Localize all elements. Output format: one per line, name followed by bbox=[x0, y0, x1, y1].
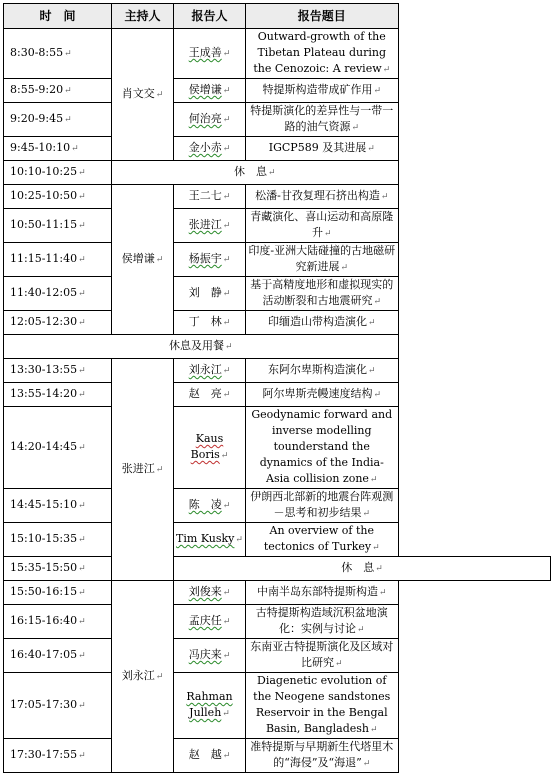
reporter-name: Rahman Julleh bbox=[186, 690, 233, 719]
time-cell: 15:50-16:15↵ bbox=[4, 581, 112, 605]
paragraph-mark-icon: ↵ bbox=[373, 390, 382, 400]
topic-cell: IGCP589 及其进展↵ bbox=[246, 137, 399, 161]
paragraph-mark-icon: ↵ bbox=[367, 144, 375, 154]
reporter-cell bbox=[174, 383, 246, 407]
table-row bbox=[4, 557, 551, 581]
host-cell: 刘永江↵ bbox=[112, 581, 174, 773]
time-cell: 15:35-15:50↵ bbox=[4, 557, 112, 581]
break-cell: 休 息↵ bbox=[112, 161, 399, 185]
topic-cell: 阿尔卑斯壳幔速度结构↵ bbox=[246, 383, 399, 407]
paragraph-mark-icon: ↵ bbox=[222, 501, 231, 511]
paragraph-mark-icon: ↵ bbox=[267, 168, 276, 178]
paragraph-mark-icon: ↵ bbox=[78, 588, 86, 598]
paragraph-mark-icon: ↵ bbox=[222, 255, 231, 265]
paragraph-mark-icon: ↵ bbox=[375, 564, 383, 574]
reporter-cell bbox=[174, 209, 246, 243]
paragraph-mark-icon: ↵ bbox=[78, 318, 86, 328]
time-cell: 16:15-16:40↵ bbox=[4, 605, 112, 639]
reporter-cell bbox=[174, 29, 246, 79]
paragraph-mark-icon: ↵ bbox=[155, 465, 164, 475]
reporter-name: 刘俊来 bbox=[188, 585, 222, 598]
header-topic: 报告题目 bbox=[246, 4, 399, 29]
paragraph-mark-icon: ↵ bbox=[367, 318, 376, 328]
table-row bbox=[4, 739, 551, 773]
reporter-cell bbox=[174, 311, 246, 335]
paragraph-mark-icon: ↵ bbox=[222, 221, 231, 231]
paragraph-mark-icon: ↵ bbox=[78, 564, 86, 574]
topic-cell: 印缅造山带构造演化↵ bbox=[246, 311, 399, 335]
paragraph-mark-icon: ↵ bbox=[380, 192, 389, 202]
reporter-cell bbox=[174, 79, 246, 103]
paragraph-mark-icon: ↵ bbox=[222, 617, 231, 627]
paragraph-mark-icon: ↵ bbox=[235, 535, 243, 545]
reporter-name: Kaus Boris bbox=[190, 432, 224, 461]
paragraph-mark-icon: ↵ bbox=[222, 390, 231, 400]
paragraph-mark-icon: ↵ bbox=[78, 192, 86, 202]
paragraph-mark-icon: ↵ bbox=[222, 651, 231, 661]
paragraph-mark-icon: ↵ bbox=[222, 192, 231, 202]
reporter-cell bbox=[174, 523, 246, 557]
table-row bbox=[4, 605, 551, 639]
header-host: 主持人 bbox=[112, 4, 174, 29]
time-cell: 14:20-14:45↵ bbox=[4, 407, 112, 489]
paragraph-mark-icon: ↵ bbox=[155, 672, 164, 682]
paragraph-mark-icon: ↵ bbox=[378, 588, 387, 598]
time-cell: 11:15-11:40↵ bbox=[4, 243, 112, 277]
paragraph-mark-icon: ↵ bbox=[367, 366, 376, 376]
paragraph-mark-icon: ↵ bbox=[334, 659, 343, 669]
header-reporter: 报告人 bbox=[174, 4, 246, 29]
paragraph-mark-icon: ↵ bbox=[78, 617, 86, 627]
time-cell: 13:30-13:55↵ bbox=[4, 359, 112, 383]
reporter-name: 赵 越 bbox=[188, 748, 222, 761]
table-row bbox=[4, 581, 551, 605]
paragraph-mark-icon: ↵ bbox=[64, 115, 72, 125]
time-cell: 17:05-17:30↵ bbox=[4, 673, 112, 739]
topic-cell: Geodynamic forward and inverse modelling tounderstand the dynamics of the India-Asia collision zone↵ bbox=[246, 407, 399, 489]
time-cell: 10:10-10:25↵ bbox=[4, 161, 112, 185]
paragraph-mark-icon: ↵ bbox=[356, 625, 365, 635]
topic-cell: An overview of the tectonics of Turkey↵ bbox=[246, 523, 399, 557]
table-row bbox=[4, 29, 551, 79]
topic-cell: 准特提斯与早期新生代塔里木的“海侵”及“海退”↵ bbox=[246, 739, 399, 773]
topic-cell: 东阿尔卑斯构造演化↵ bbox=[246, 359, 399, 383]
topic-cell: Diagenetic evolution of the Neogene sandstones Reservoir in the Bengal Basin, Bangladesh↵ bbox=[246, 673, 399, 739]
schedule-body bbox=[4, 29, 551, 773]
paragraph-mark-icon: ↵ bbox=[222, 86, 231, 96]
time-cell: 11:40-12:05↵ bbox=[4, 277, 112, 311]
paragraph-mark-icon: ↵ bbox=[362, 509, 371, 519]
time-cell: 10:50-11:15↵ bbox=[4, 209, 112, 243]
topic-cell: Outward-growth of the Tibetan Plateau during the Cenozoic: A review↵ bbox=[246, 29, 399, 79]
table-row bbox=[4, 359, 551, 383]
reporter-name: 何治亮 bbox=[188, 112, 222, 125]
table-row bbox=[4, 137, 551, 161]
paragraph-mark-icon: ↵ bbox=[220, 451, 229, 461]
meal-break-cell: 休息及用餐↵ bbox=[4, 335, 399, 359]
time-cell: 8:30-8:55↵ bbox=[4, 29, 112, 79]
time-cell: 9:45-10:10↵ bbox=[4, 137, 112, 161]
header-row bbox=[4, 4, 551, 29]
time-cell: 12:05-12:30↵ bbox=[4, 311, 112, 335]
paragraph-mark-icon: ↵ bbox=[78, 701, 86, 711]
paragraph-mark-icon: ↵ bbox=[155, 255, 164, 265]
reporter-name: 王二七 bbox=[188, 189, 222, 202]
paragraph-mark-icon: ↵ bbox=[323, 229, 332, 239]
topic-cell: 特提斯构造带成矿作用↵ bbox=[246, 79, 399, 103]
paragraph-mark-icon: ↵ bbox=[362, 759, 371, 769]
table-row bbox=[4, 523, 551, 557]
reporter-name: 王成善 bbox=[188, 46, 222, 59]
time-cell: 8:55-9:20↵ bbox=[4, 79, 112, 103]
reporter-name: Tim Kusky bbox=[176, 532, 235, 545]
reporter-cell bbox=[174, 639, 246, 673]
paragraph-mark-icon: ↵ bbox=[372, 543, 380, 553]
paragraph-mark-icon: ↵ bbox=[78, 221, 86, 231]
table-row bbox=[4, 673, 551, 739]
paragraph-mark-icon: ↵ bbox=[78, 651, 86, 661]
paragraph-mark-icon: ↵ bbox=[222, 709, 230, 719]
reporter-cell bbox=[174, 137, 246, 161]
schedule-table bbox=[3, 3, 551, 773]
table-row bbox=[4, 407, 551, 489]
paragraph-mark-icon: ↵ bbox=[64, 86, 72, 96]
paragraph-mark-icon: ↵ bbox=[78, 443, 86, 453]
time-cell: 14:45-15:10↵ bbox=[4, 489, 112, 523]
paragraph-mark-icon: ↵ bbox=[373, 297, 382, 307]
reporter-name: 丁 林 bbox=[188, 315, 222, 328]
paragraph-mark-icon: ↵ bbox=[382, 65, 391, 75]
paragraph-mark-icon: ↵ bbox=[222, 144, 231, 154]
paragraph-mark-icon: ↵ bbox=[222, 366, 231, 376]
reporter-cell bbox=[174, 103, 246, 137]
table-row bbox=[4, 383, 551, 407]
time-cell: 17:30-17:55↵ bbox=[4, 739, 112, 773]
topic-cell: 古特提斯构造域沉积盆地演化：实例与讨论↵ bbox=[246, 605, 399, 639]
reporter-name: 侯增谦 bbox=[188, 83, 222, 96]
table-row bbox=[4, 277, 551, 311]
topic-cell: 松潘-甘孜复理石挤出构造↵ bbox=[246, 185, 399, 209]
paragraph-mark-icon: ↵ bbox=[78, 751, 86, 761]
paragraph-mark-icon: ↵ bbox=[222, 318, 231, 328]
topic-cell: 印度-亚洲大陆碰撞的古地磁研究新进展↵ bbox=[246, 243, 399, 277]
break-cell: 休 息↵ bbox=[174, 557, 551, 581]
topic-cell: 伊朗西北部新的地震台阵观测－思考和初步结果↵ bbox=[246, 489, 399, 523]
paragraph-mark-icon: ↵ bbox=[222, 588, 231, 598]
topic-cell: 东南亚古特提斯演化及区域对比研究↵ bbox=[246, 639, 399, 673]
paragraph-mark-icon: ↵ bbox=[78, 535, 86, 545]
table-row bbox=[4, 161, 551, 185]
topic-cell: 特提斯演化的差异性与一带一路的油气资源↵ bbox=[246, 103, 399, 137]
paragraph-mark-icon: ↵ bbox=[224, 342, 233, 352]
reporter-name: 陈 凌 bbox=[188, 498, 222, 511]
table-row bbox=[4, 185, 551, 209]
table-row bbox=[4, 243, 551, 277]
paragraph-mark-icon: ↵ bbox=[78, 255, 86, 265]
reporter-name: 孟庆任 bbox=[188, 614, 222, 627]
time-cell: 10:25-10:50↵ bbox=[4, 185, 112, 209]
reporter-cell bbox=[174, 243, 246, 277]
reporter-name: 张进江 bbox=[188, 218, 222, 231]
paragraph-mark-icon: ↵ bbox=[222, 49, 231, 59]
paragraph-mark-icon: ↵ bbox=[78, 390, 86, 400]
time-cell: 16:40-17:05↵ bbox=[4, 639, 112, 673]
paragraph-mark-icon: ↵ bbox=[78, 501, 86, 511]
table-row bbox=[4, 79, 551, 103]
paragraph-mark-icon: ↵ bbox=[78, 289, 86, 299]
paragraph-mark-icon: ↵ bbox=[78, 168, 86, 178]
header-time: 时 间 bbox=[4, 4, 112, 29]
reporter-name: 赵 亮 bbox=[188, 387, 222, 400]
paragraph-mark-icon: ↵ bbox=[369, 475, 378, 485]
table-row bbox=[4, 103, 551, 137]
reporter-name: 杨振宇 bbox=[188, 252, 222, 265]
time-cell: 15:10-15:35↵ bbox=[4, 523, 112, 557]
reporter-cell bbox=[174, 407, 246, 489]
reporter-cell bbox=[174, 673, 246, 739]
table-row bbox=[4, 311, 551, 335]
host-cell: 侯增谦↵ bbox=[112, 185, 174, 335]
paragraph-mark-icon: ↵ bbox=[222, 751, 231, 761]
host-cell: 张进江↵ bbox=[112, 359, 174, 581]
reporter-name: 刘永江 bbox=[188, 363, 222, 376]
reporter-cell bbox=[174, 359, 246, 383]
paragraph-mark-icon: ↵ bbox=[64, 49, 72, 59]
paragraph-mark-icon: ↵ bbox=[155, 90, 164, 100]
table-row bbox=[4, 489, 551, 523]
paragraph-mark-icon: ↵ bbox=[340, 263, 349, 273]
topic-cell: 中南半岛东部特提斯构造↵ bbox=[246, 581, 399, 605]
table-row bbox=[4, 209, 551, 243]
time-cell: 9:20-9:45↵ bbox=[4, 103, 112, 137]
reporter-cell bbox=[174, 581, 246, 605]
paragraph-mark-icon: ↵ bbox=[71, 144, 79, 154]
reporter-cell bbox=[174, 605, 246, 639]
host-cell: 肖文交↵ bbox=[112, 29, 174, 161]
table-row bbox=[4, 335, 551, 359]
paragraph-mark-icon: ↵ bbox=[351, 123, 360, 133]
topic-cell: 青藏演化、喜山运动和高原隆升↵ bbox=[246, 209, 399, 243]
reporter-name: 刘 静 bbox=[188, 286, 222, 299]
reporter-cell bbox=[174, 185, 246, 209]
reporter-cell bbox=[174, 739, 246, 773]
reporter-cell bbox=[174, 489, 246, 523]
reporter-cell bbox=[174, 277, 246, 311]
paragraph-mark-icon: ↵ bbox=[369, 725, 378, 735]
paragraph-mark-icon: ↵ bbox=[78, 366, 86, 376]
topic-cell: 基于高精度地形和虚拟现实的活动断裂和古地震研究↵ bbox=[246, 277, 399, 311]
time-cell: 13:55-14:20↵ bbox=[4, 383, 112, 407]
paragraph-mark-icon: ↵ bbox=[222, 115, 231, 125]
reporter-name: 金小赤 bbox=[188, 141, 222, 154]
paragraph-mark-icon: ↵ bbox=[373, 86, 382, 96]
paragraph-mark-icon: ↵ bbox=[222, 289, 231, 299]
reporter-name: 冯庆来 bbox=[188, 648, 222, 661]
table-row bbox=[4, 639, 551, 673]
